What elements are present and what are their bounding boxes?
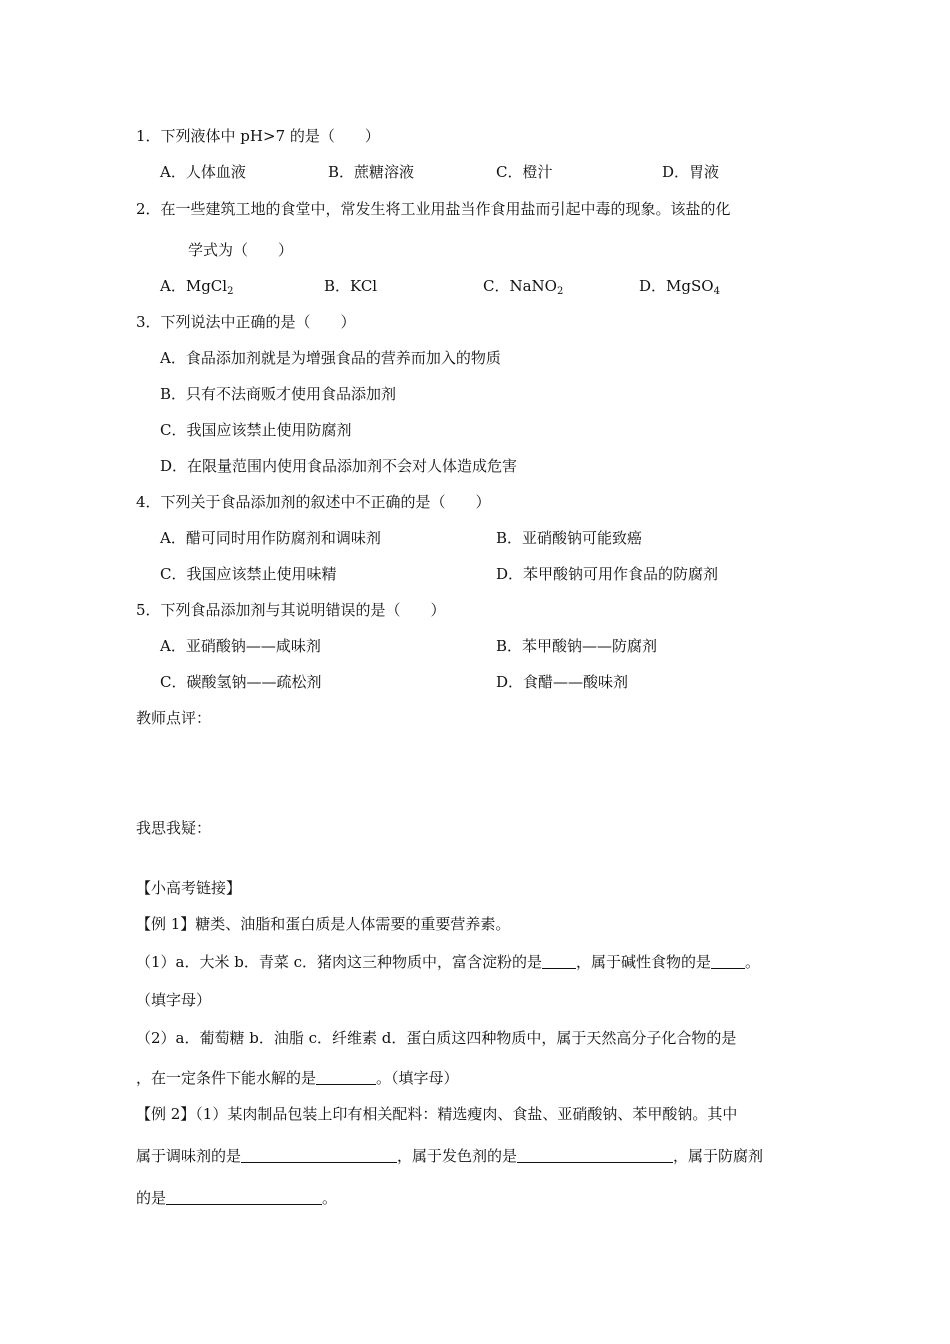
- q2-option-d: [639, 276, 720, 296]
- q5-option-c: C．碳酸氢钠——疏松剂: [160, 673, 322, 691]
- q3-option-c: C．我国应该禁止使用防腐剂: [160, 421, 352, 439]
- teacher-comment-label: 教师点评：: [136, 709, 212, 727]
- q2-option-b: B．KCl: [324, 277, 378, 295]
- blank-hydrolysis[interactable]: [316, 1070, 376, 1085]
- blank-preservative[interactable]: [166, 1190, 322, 1205]
- question-5-stem: 5．下列食品添加剂与其说明错误的是（ ）: [136, 601, 446, 619]
- q2-option-a-subscript: 2: [227, 286, 234, 297]
- question-2-stem-line1: 2．在一些建筑工地的食堂中，常发生将工业用盐当作食用盐而引起中毒的现象。该盐的化: [136, 200, 731, 218]
- blank-starch[interactable]: [542, 954, 576, 969]
- ex1-part1-text-c: 。: [745, 953, 761, 971]
- question-1-stem: 1．下列液体中 pH>7 的是（ ）: [136, 127, 380, 145]
- q4-option-b: B．亚硝酸钠可能致癌: [496, 529, 643, 547]
- q2-option-c: [483, 276, 563, 296]
- q2-option-c-text: C．NaNO: [483, 277, 557, 295]
- q5-option-d: D．食醋——酸味剂: [496, 673, 629, 691]
- q2-option-a: [160, 276, 233, 296]
- example-1-title: 【例 1】糖类、油脂和蛋白质是人体需要的重要营养素。: [136, 915, 511, 933]
- ex2-text-end: 。: [322, 1189, 338, 1207]
- q1-option-a: A．人体血液: [160, 163, 246, 181]
- example-1-part2-line1: （2）a．葡萄糖 b．油脂 c．纤维素 d．蛋白质这四种物质中，属于天然高分子化合物的是: [136, 1029, 737, 1047]
- ex2-text-is: 的是: [136, 1189, 167, 1207]
- question-4-stem: 4．下列关于食品添加剂的叙述中不正确的是（ ）: [136, 493, 491, 511]
- q5-option-a: A．亚硝酸钠——咸味剂: [160, 637, 321, 655]
- ex2-text-color: ，属于发色剂的是: [397, 1147, 518, 1165]
- blank-seasoning[interactable]: [241, 1148, 397, 1163]
- q2-option-d-text: D．MgSO: [639, 277, 714, 295]
- ex2-text-seasoning: 属于调味剂的是: [136, 1147, 242, 1165]
- example-1-part1: [136, 952, 760, 972]
- example-1-part1-note: （填字母）: [136, 991, 212, 1009]
- q1-option-d: D．胃液: [662, 163, 720, 181]
- ex1-part2-text-b: ，在一定条件下能水解的是: [136, 1069, 317, 1087]
- example-2-line1: 【例 2】（1）某肉制品包装上印有相关配料：精选瘦肉、食盐、亚硝酸钠、苯甲酸钠。其中: [136, 1105, 738, 1123]
- q3-option-d: D．在限量范围内使用食品添加剂不会对人体造成危害: [160, 457, 518, 475]
- q1-option-b: B．蔗糖溶液: [328, 163, 415, 181]
- q4-option-c: C．我国应该禁止使用味精: [160, 565, 337, 583]
- example-2-line3: [136, 1188, 337, 1208]
- section-title-link: 【小高考链接】: [136, 879, 242, 897]
- ex2-text-preservative: ，属于防腐剂: [673, 1147, 764, 1165]
- ex1-part2-text-c: 。（填字母）: [376, 1069, 459, 1087]
- q1-option-c: C．橙汁: [496, 163, 553, 181]
- example-1-part2-line2: [136, 1068, 459, 1088]
- q2-option-a-text: A．MgCl: [160, 277, 228, 295]
- example-2-line2: [136, 1146, 763, 1166]
- blank-alkaline-food[interactable]: [711, 954, 745, 969]
- blank-color-agent[interactable]: [517, 1148, 673, 1163]
- q4-option-d: D．苯甲酸钠可用作食品的防腐剂: [496, 565, 719, 583]
- q5-option-b: B．苯甲酸钠——防腐剂: [496, 637, 658, 655]
- q3-option-a: A．食品添加剂就是为增强食品的营养而加入的物质: [160, 349, 501, 367]
- question-2-stem-line2: 学式为（ ）: [188, 241, 294, 259]
- ex1-part1-text-b: ，属于碱性食物的是: [576, 953, 712, 971]
- q2-option-c-subscript: 2: [556, 286, 564, 297]
- question-3-stem: 3．下列说法中正确的是（ ）: [136, 313, 356, 331]
- q2-option-d-subscript: 4: [713, 286, 720, 297]
- ex1-part1-text-a: （1）a．大米 b．青菜 c．猪肉这三种物质中，富含淀粉的是: [136, 953, 543, 971]
- reflection-label: 我思我疑：: [136, 819, 212, 837]
- q3-option-b: B．只有不法商贩才使用食品添加剂: [160, 385, 397, 403]
- q4-option-a: A．醋可同时用作防腐剂和调味剂: [160, 529, 381, 547]
